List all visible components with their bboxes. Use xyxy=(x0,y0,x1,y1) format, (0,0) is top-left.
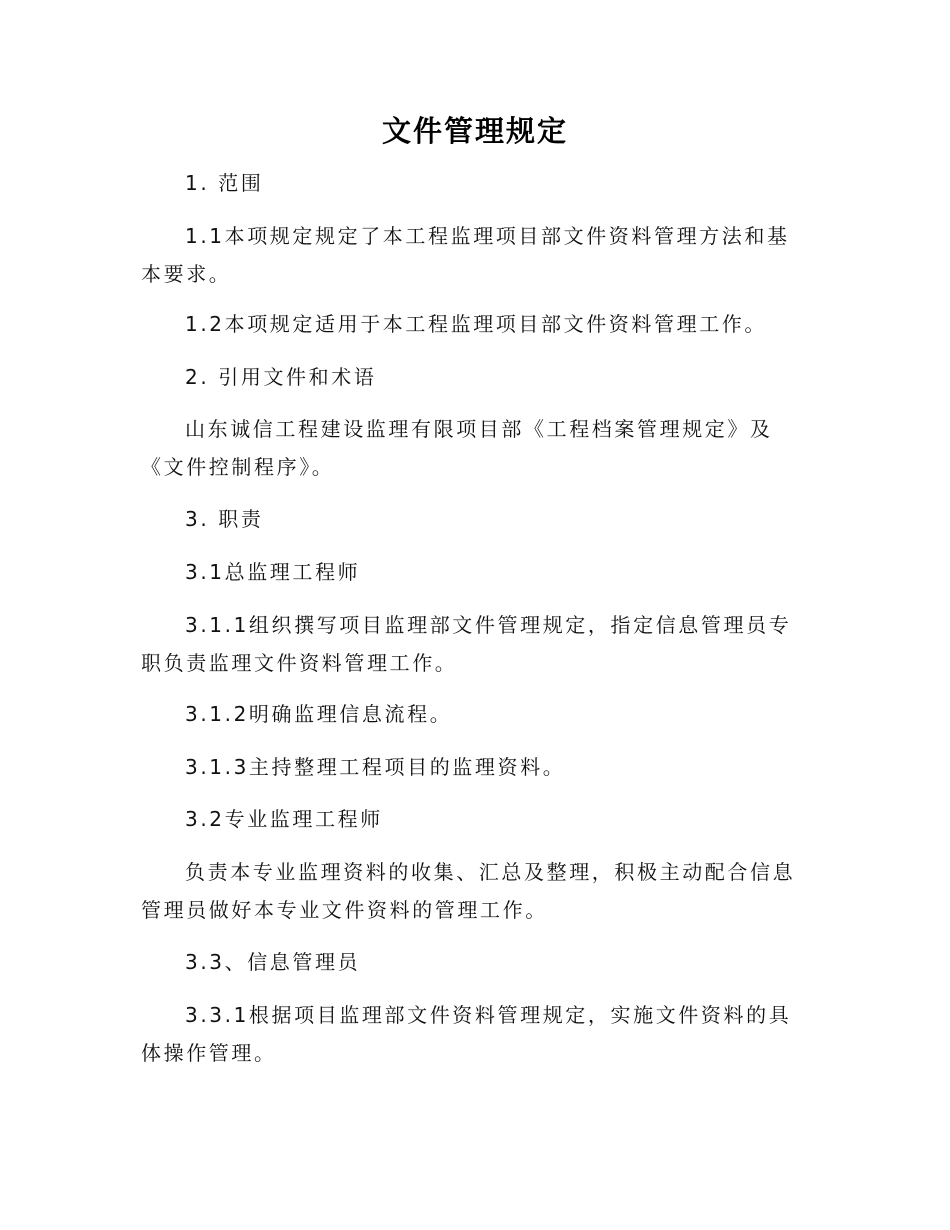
section-heading-references: 2. 引用文件和术语 xyxy=(185,365,377,389)
paragraph-1-2: 1.2本项规定适用于本工程监理项目部文件资料管理工作。 xyxy=(185,312,768,336)
subsection-heading-chief-engineer: 3.1总监理工程师 xyxy=(185,560,361,584)
section-heading-scope: 1. 范围 xyxy=(185,171,264,195)
paragraph-3-1-1: 3.1.1组织撰写项目监理部文件管理规定，指定信息管理员专职负责监理文件资料管理工作。 xyxy=(141,613,792,675)
paragraph-references: 山东诚信工程建设监理有限项目部《工程档案管理规定》及《文件控制程序》。 xyxy=(141,417,773,479)
subsection-heading-info-manager: 3.3、信息管理员 xyxy=(185,950,361,974)
paragraph-3-3-1: 3.3.1根据项目监理部文件资料管理规定，实施文件资料的具体操作管理。 xyxy=(141,1003,792,1065)
section-heading-responsibilities: 3. 职责 xyxy=(185,507,264,531)
page-title: 文件管理规定 xyxy=(381,114,568,148)
subsection-heading-specialist-engineer: 3.2专业监理工程师 xyxy=(185,807,383,831)
paragraph-specialist-duties: 负责本专业监理资料的收集、汇总及整理，积极主动配合信息管理员做好本专业文件资料的管理工作。 xyxy=(141,860,796,922)
paragraph-3-1-3: 3.1.3主持整理工程项目的监理资料。 xyxy=(185,755,566,779)
paragraph-3-1-2: 3.1.2明确监理信息流程。 xyxy=(185,702,453,726)
paragraph-1-1: 1.1本项规定规定了本工程监理项目部文件资料管理方法和基本要求。 xyxy=(141,224,790,286)
